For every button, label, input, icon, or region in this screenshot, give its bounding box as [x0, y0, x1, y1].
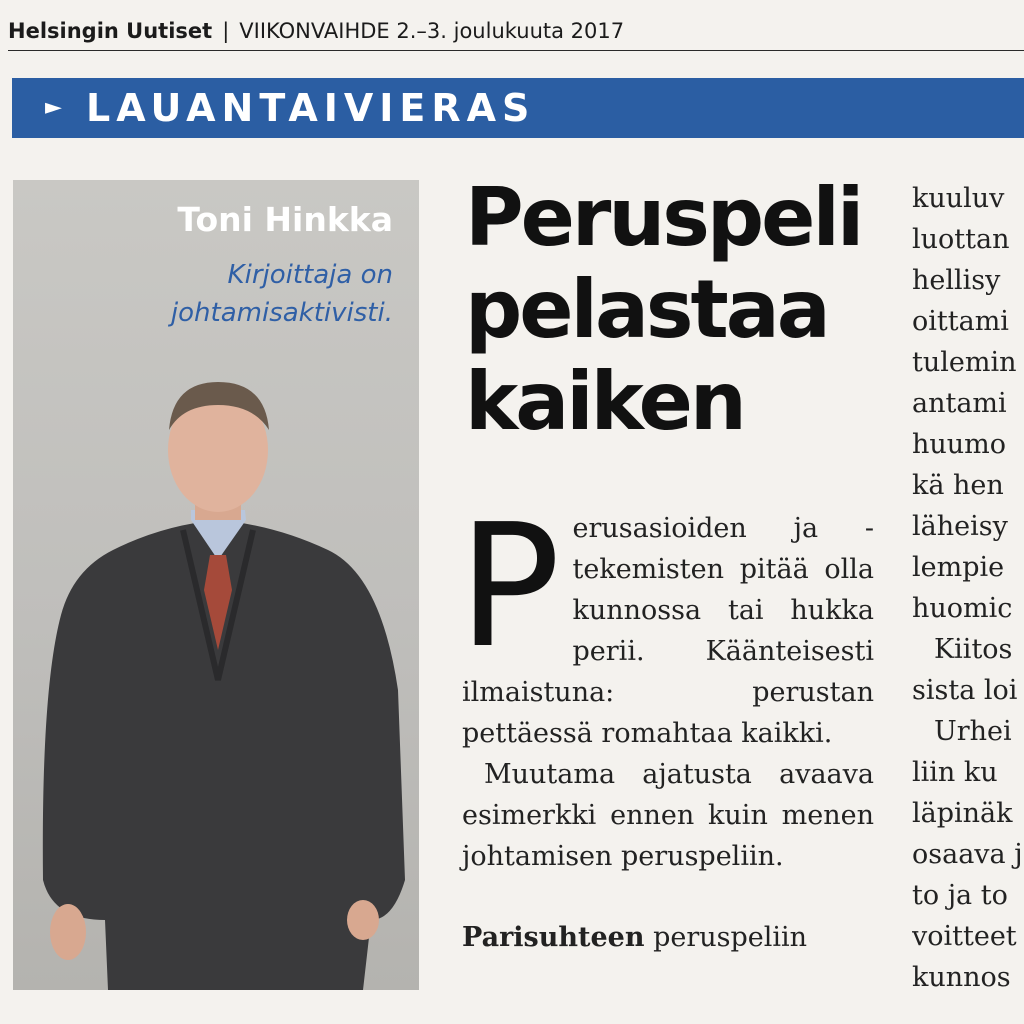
- column-line: luottan: [912, 224, 1010, 255]
- column-line: to ja to: [912, 880, 1008, 911]
- column-line: kunnos: [912, 962, 1011, 993]
- column-line: osaava j: [912, 839, 1023, 870]
- bold-lead: Parisuhteen: [462, 922, 645, 953]
- column-line: läheisy: [912, 511, 1008, 542]
- headline-line: pelastaa: [465, 263, 828, 356]
- paragraph-text: erusasioiden ja -tekemisten pitää olla kunnossa tai hukka perii. Käänteisesti ilmaistuna: perustan pettäessä romahtaa kaikki.: [462, 513, 874, 749]
- paragraph: Muutama ajatusta avaava esimerkki ennen kuin menen johtamisen peruspeliin.: [462, 759, 874, 872]
- paragraph-text: peruspeliin: [644, 922, 808, 953]
- column-line: lempie: [912, 552, 1005, 583]
- paragraph: [462, 917, 874, 958]
- author-name: Toni Hinkka: [177, 200, 393, 239]
- section-bar: [12, 78, 1024, 138]
- column-line: tulemin: [912, 347, 1017, 378]
- column-line: voitteet: [912, 921, 1017, 952]
- column-line: kä hen: [912, 470, 1004, 501]
- column-line: oittami: [912, 306, 1009, 337]
- headline-line: Peruspeli: [465, 171, 862, 264]
- headline-line: kaiken: [465, 355, 744, 448]
- masthead-separator: |: [222, 19, 230, 43]
- right-column-text: [912, 178, 1024, 998]
- section-title: LAUANTAIVIERAS: [86, 86, 536, 130]
- headline: [465, 172, 895, 448]
- column-line: liin ku: [912, 757, 998, 788]
- article-body: [458, 488, 874, 958]
- column-line: Urhei: [934, 716, 1012, 747]
- masthead: [8, 14, 1024, 51]
- column-line: sista loi: [912, 675, 1018, 706]
- column-line: huumo: [912, 429, 1007, 460]
- column-line: läpinäk: [912, 798, 1013, 829]
- newspaper-name: Helsingin Uutiset: [8, 19, 213, 43]
- issue-date: VIIKONVAIHDE 2.–3. joulukuuta 2017: [239, 19, 625, 43]
- author-role: Kirjoittaja on johtamisaktivisti.: [170, 260, 393, 328]
- paragraph: [458, 488, 874, 754]
- column-line: huomic: [912, 593, 1013, 624]
- author-portrait: [13, 360, 419, 990]
- column-line: kuuluv: [912, 183, 1005, 214]
- triangle-right-icon: ►: [45, 95, 62, 120]
- column-line: antami: [912, 388, 1007, 419]
- column-line: Kiitos: [934, 634, 1013, 665]
- author-photo-box: [13, 180, 419, 990]
- column-line: hellisy: [912, 265, 1001, 296]
- drop-cap: P: [458, 488, 561, 686]
